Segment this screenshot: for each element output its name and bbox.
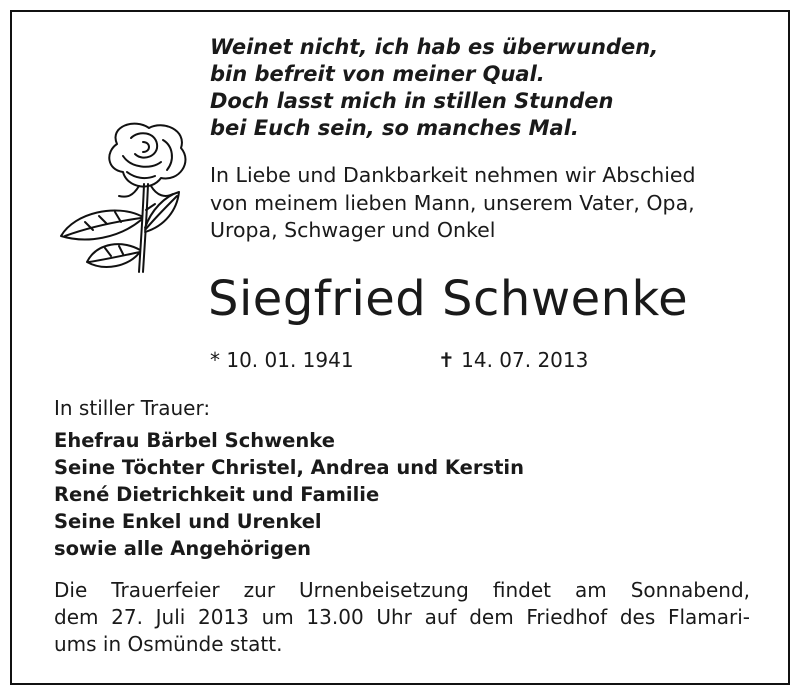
ceremony-line: ums in Osmünde statt. [54,632,283,656]
mourner-item: Seine Enkel und Urenkel [54,510,322,533]
birth-date: * 10. 01. 1941 [210,348,354,372]
intro-line: In Liebe und Dankbarkeit nehmen wir Abschied [210,163,696,187]
rose-icon [47,112,207,282]
poem-line: bin befreit von meiner Qual. [210,62,545,86]
mourning-label: In stiller Trauer: [54,396,211,420]
ceremony-line: dem 27. Juli 2013 um 13.00 Uhr auf dem Friedhof des Flamari- [54,605,750,629]
intro-line: von meinem lieben Mann, unserem Vater, Opa, [210,190,695,215]
deceased-name: Siegfried Schwenke [208,271,689,327]
ceremony-line: Die Trauerfeier zur Urnenbeisetzung findet am Sonnabend, [54,578,750,602]
death-date: ✝ 14. 07. 2013 [438,348,589,372]
mourner-item: sowie alle Angehörigen [54,537,312,560]
farewell-intro [210,162,696,245]
obituary-notice [10,10,790,685]
mourners-list [54,427,524,562]
mourner-item: René Dietrichkeit und Familie [54,483,380,506]
mourner-item: Seine Töchter Christel, Andrea und Kerstin [54,456,524,479]
mourner-item: Ehefrau Bärbel Schwenke [54,429,335,452]
poem-line: bei Euch sein, so manches Mal. [210,116,579,140]
ceremony-notice [54,577,750,658]
poem-line: Doch lasst mich in stillen Stunden [210,89,614,113]
intro-line: Uropa, Schwager und Onkel [210,218,496,242]
poem-line: Weinet nicht, ich hab es überwunden, [210,35,659,59]
poem [210,34,658,142]
